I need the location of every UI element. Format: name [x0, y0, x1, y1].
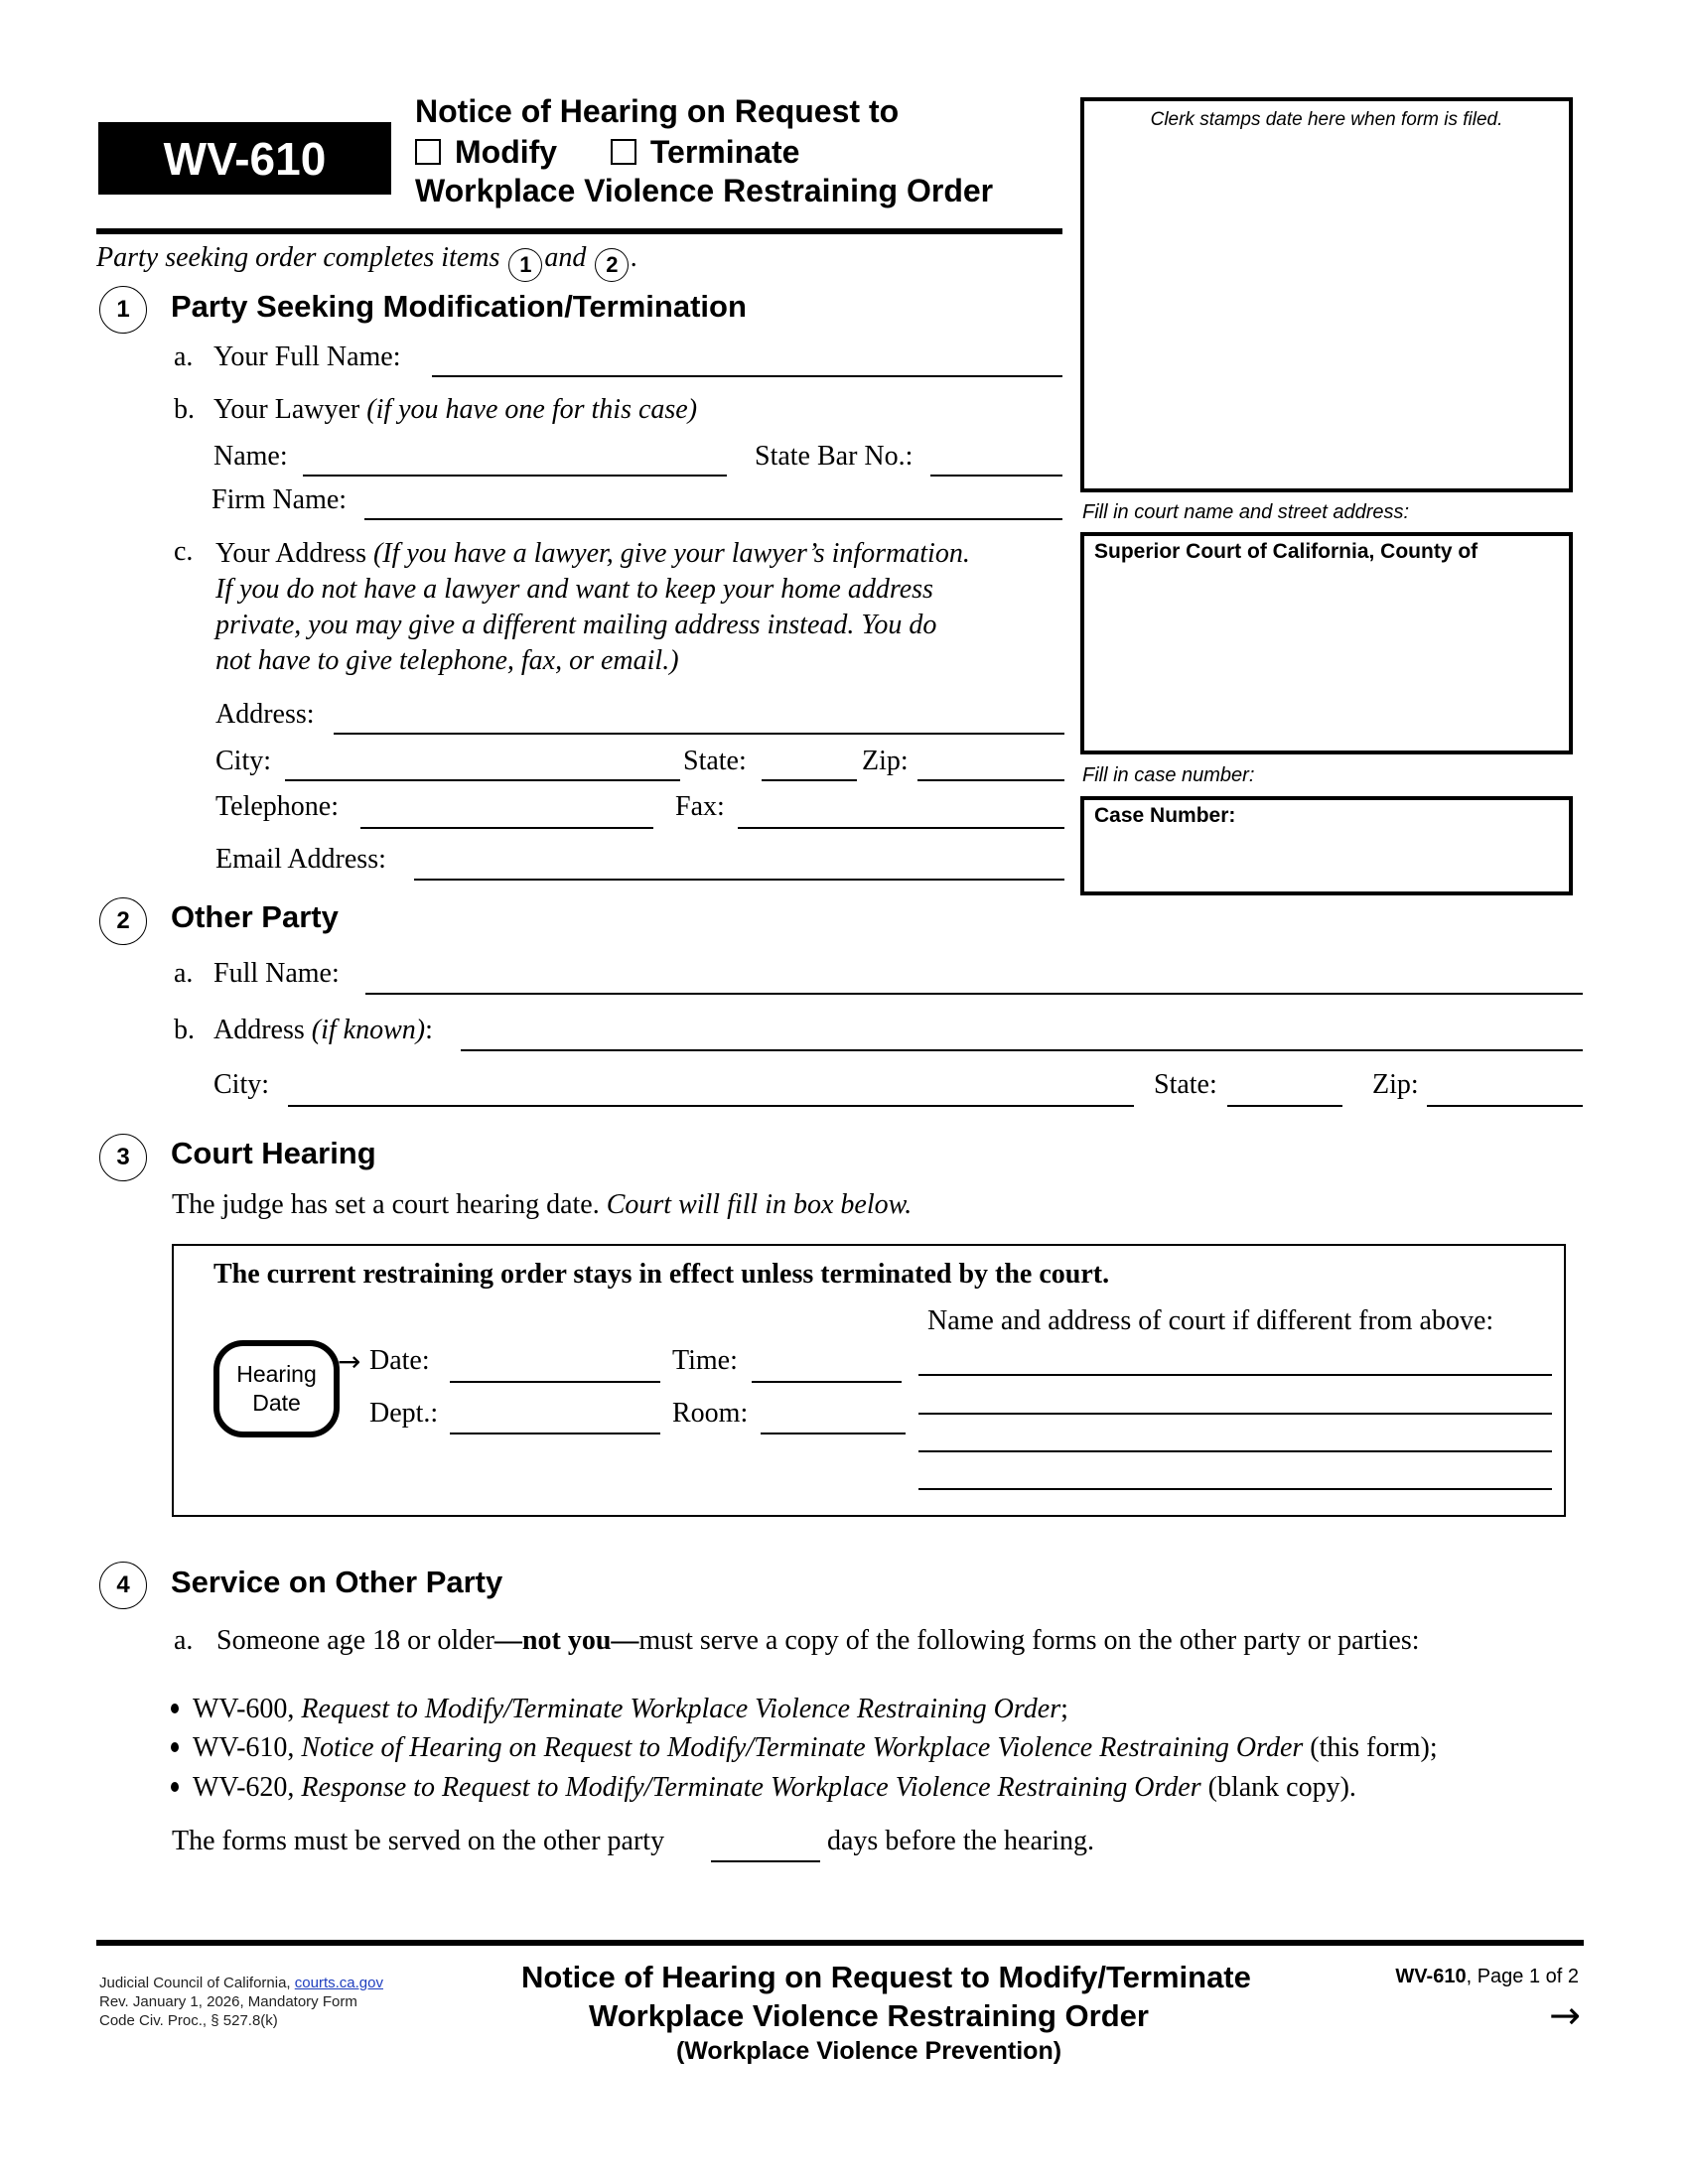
form-list-item: [171, 1694, 1068, 1725]
right-arrow-icon: →: [338, 1345, 361, 1378]
your-lawyer-label: [213, 394, 697, 426]
hearing-intro: [172, 1189, 912, 1221]
form-id-badge: [98, 122, 391, 195]
section-2-title: Other Party: [171, 899, 339, 934]
bullet-icon: [171, 1704, 179, 1713]
form-suffix: (blank copy).: [1200, 1772, 1356, 1803]
clerk-stamp-box: [1080, 97, 1573, 492]
case-number-label: Case Number:: [1094, 804, 1236, 827]
service-text-2: must serve a copy of the following forms on the other party or parties:: [638, 1625, 1420, 1656]
form-title: Response to Request to Modify/Terminate Workplace Violence Restraining Order: [301, 1772, 1201, 1803]
court-name-box[interactable]: [1080, 532, 1573, 754]
item-1-ref: 1: [508, 248, 542, 282]
your-full-name-field[interactable]: [432, 375, 1062, 377]
hearing-dept-field[interactable]: [450, 1433, 660, 1434]
form-title-line3: Workplace Violence Restraining Order: [415, 173, 994, 208]
address-note-3: private, you may give a different mailing address instead. You do: [215, 610, 937, 640]
fax-field[interactable]: [738, 827, 1064, 829]
section-1-number: 1: [99, 286, 147, 334]
service-requirement: [216, 1625, 1420, 1657]
hearing-date-field[interactable]: [450, 1381, 660, 1383]
hearing-room-label: Room:: [672, 1398, 749, 1429]
state-field[interactable]: [762, 779, 857, 781]
form-title: Request to Modify/Terminate Workplace Violence Restraining Order: [301, 1694, 1061, 1724]
city-label: City:: [215, 746, 272, 776]
hearing-intro-text: The judge has set a court hearing date.: [172, 1189, 600, 1220]
terminate-checkbox[interactable]: [611, 139, 636, 165]
form-title-options: [415, 134, 799, 171]
footer-title-line1: Notice of Hearing on Request to Modify/Terminate: [521, 1960, 1251, 1994]
other-full-name-label: Full Name:: [213, 958, 340, 989]
section-2-number: 2: [99, 897, 147, 945]
form-list-item: [171, 1732, 1438, 1764]
footer-title-line2: Workplace Violence Restraining Order: [589, 1998, 1149, 2033]
s4-a-marker: a.: [174, 1625, 194, 1656]
hearing-time-label: Time:: [672, 1345, 738, 1376]
intro-period: .: [631, 242, 638, 273]
firm-name-field[interactable]: [364, 518, 1062, 520]
modify-checkbox[interactable]: [415, 139, 441, 165]
s2-a-marker: a.: [174, 958, 194, 989]
hearing-intro-italic: Court will fill in box below.: [606, 1189, 913, 1220]
other-address-field[interactable]: [461, 1049, 1583, 1051]
other-court-line-3[interactable]: [918, 1450, 1552, 1452]
s1-b-marker: b.: [174, 394, 195, 425]
other-city-label: City:: [213, 1069, 270, 1100]
footer-form-code: WV-610: [1395, 1966, 1467, 1987]
court-caption: Fill in court name and street address:: [1082, 501, 1410, 523]
bullet-icon: [171, 1782, 179, 1792]
section-3-number: 3: [99, 1134, 147, 1181]
other-state-field[interactable]: [1227, 1105, 1342, 1107]
hearing-badge-line2: Date: [252, 1390, 301, 1416]
other-address-text: Address: [213, 1015, 305, 1045]
your-full-name-label: Your Full Name:: [213, 341, 401, 372]
other-zip-field[interactable]: [1427, 1105, 1583, 1107]
other-address-colon: :: [425, 1015, 433, 1045]
footer-rule: [96, 1940, 1584, 1946]
footer-title-line3: (Workplace Violence Prevention): [675, 2037, 1062, 2065]
next-page-arrow-icon[interactable]: →: [1549, 1993, 1581, 2037]
footer-revision: Rev. January 1, 2026, Mandatory Form: [99, 1993, 357, 2010]
footer-council: [99, 1974, 383, 1992]
court-prefill: Superior Court of California, County of: [1094, 540, 1478, 563]
form-suffix: (this form);: [1303, 1732, 1438, 1763]
case-number-caption: Fill in case number:: [1082, 764, 1255, 786]
firm-name-label: Firm Name:: [211, 484, 348, 515]
terminate-label: Terminate: [649, 134, 800, 170]
section-4-title: Service on Other Party: [171, 1565, 503, 1599]
other-court-line-2[interactable]: [918, 1413, 1552, 1415]
form-list-item: [171, 1772, 1356, 1804]
header-rule: [96, 228, 1062, 234]
address-note-1: (If you have a lawyer, give your lawyer’s information.: [372, 538, 970, 569]
email-label: Email Address:: [215, 844, 386, 875]
form-suffix: ;: [1060, 1694, 1068, 1724]
form-code: WV-610,: [193, 1732, 295, 1763]
other-full-name-field[interactable]: [365, 993, 1583, 995]
fax-label: Fax:: [675, 791, 725, 822]
zip-label: Zip:: [862, 746, 909, 776]
hearing-date-badge: [213, 1340, 340, 1437]
state-label: State:: [683, 746, 747, 776]
s2-b-marker: b.: [174, 1015, 195, 1045]
your-lawyer-note: (if you have one for this case): [366, 394, 698, 425]
section-1-title: Party Seeking Modification/Termination: [171, 289, 747, 324]
service-text-1: Someone age 18 or older: [216, 1625, 494, 1656]
bullet-icon: [171, 1742, 179, 1752]
your-address-instructions: [215, 536, 970, 679]
service-text-bold: —not you—: [493, 1625, 639, 1656]
other-zip-label: Zip:: [1372, 1069, 1419, 1100]
city-field[interactable]: [285, 779, 680, 781]
state-bar-field[interactable]: [930, 475, 1062, 477]
item-2-ref: 2: [595, 248, 629, 282]
other-court-line-1[interactable]: [918, 1374, 1552, 1376]
hearing-badge-line1: Hearing: [236, 1361, 317, 1387]
section-3-title: Court Hearing: [171, 1136, 376, 1170]
form-id-text: WV-610: [163, 132, 327, 185]
address-label: Address:: [215, 699, 315, 730]
form-code: WV-620,: [193, 1772, 295, 1803]
case-number-box[interactable]: [1080, 796, 1573, 895]
telephone-field[interactable]: [360, 827, 653, 829]
intro-and: and: [544, 242, 587, 273]
service-days-before: The forms must be served on the other party: [172, 1826, 665, 1856]
clerk-stamp-caption: Clerk stamps date here when form is filed.: [1150, 109, 1503, 130]
other-address-label: [213, 1015, 433, 1046]
modify-label: Modify: [455, 134, 558, 170]
other-city-field[interactable]: [288, 1105, 1134, 1107]
lawyer-name-label: Name:: [213, 441, 288, 472]
service-days-field[interactable]: [711, 1860, 820, 1862]
form-title: Notice of Hearing on Request to Modify/Terminate Workplace Violence Restraining Order: [301, 1732, 1304, 1763]
s1-a-marker: a.: [174, 341, 194, 372]
other-court-label: Name and address of court if different from above:: [927, 1305, 1494, 1336]
other-court-line-4[interactable]: [918, 1488, 1552, 1490]
order-in-effect-notice: The current restraining order stays in effect unless terminated by the court.: [213, 1259, 1110, 1290]
hearing-dept-label: Dept.:: [369, 1398, 439, 1429]
hearing-time-field[interactable]: [752, 1381, 902, 1383]
footer-code: Code Civ. Proc., § 527.8(k): [99, 2012, 278, 2029]
your-address-text: Your Address: [215, 538, 366, 569]
address-note-2: If you do not have a lawyer and want to keep your home address: [215, 574, 933, 605]
hearing-room-field[interactable]: [761, 1433, 906, 1434]
telephone-label: Telephone:: [215, 791, 339, 822]
zip-field[interactable]: [917, 779, 1064, 781]
footer-council-text: Judicial Council of California,: [99, 1975, 295, 1991]
s1-c-marker: c.: [174, 536, 194, 567]
your-lawyer-text: Your Lawyer: [213, 394, 360, 425]
service-days-after: days before the hearing.: [827, 1826, 1094, 1856]
form-code: WV-600,: [193, 1694, 295, 1724]
address-field[interactable]: [334, 733, 1064, 735]
intro-instruction: [96, 242, 637, 282]
state-bar-label: State Bar No.:: [755, 441, 914, 472]
other-address-note: (if known): [311, 1015, 426, 1045]
other-state-label: State:: [1154, 1069, 1217, 1100]
footer-page-number: , Page 1 of 2: [1466, 1966, 1579, 1987]
form-title-line1: Notice of Hearing on Request to: [415, 93, 900, 129]
hearing-date-label: Date:: [369, 1345, 430, 1376]
courts-website-link[interactable]: courts.ca.gov: [294, 1975, 383, 1991]
footer-page-info: [1395, 1966, 1579, 1988]
email-field[interactable]: [414, 879, 1064, 881]
section-4-number: 4: [99, 1562, 147, 1609]
address-note-4: not have to give telephone, fax, or email.): [215, 645, 679, 676]
intro-text: Party seeking order completes items: [96, 242, 500, 273]
lawyer-name-field[interactable]: [303, 475, 727, 477]
